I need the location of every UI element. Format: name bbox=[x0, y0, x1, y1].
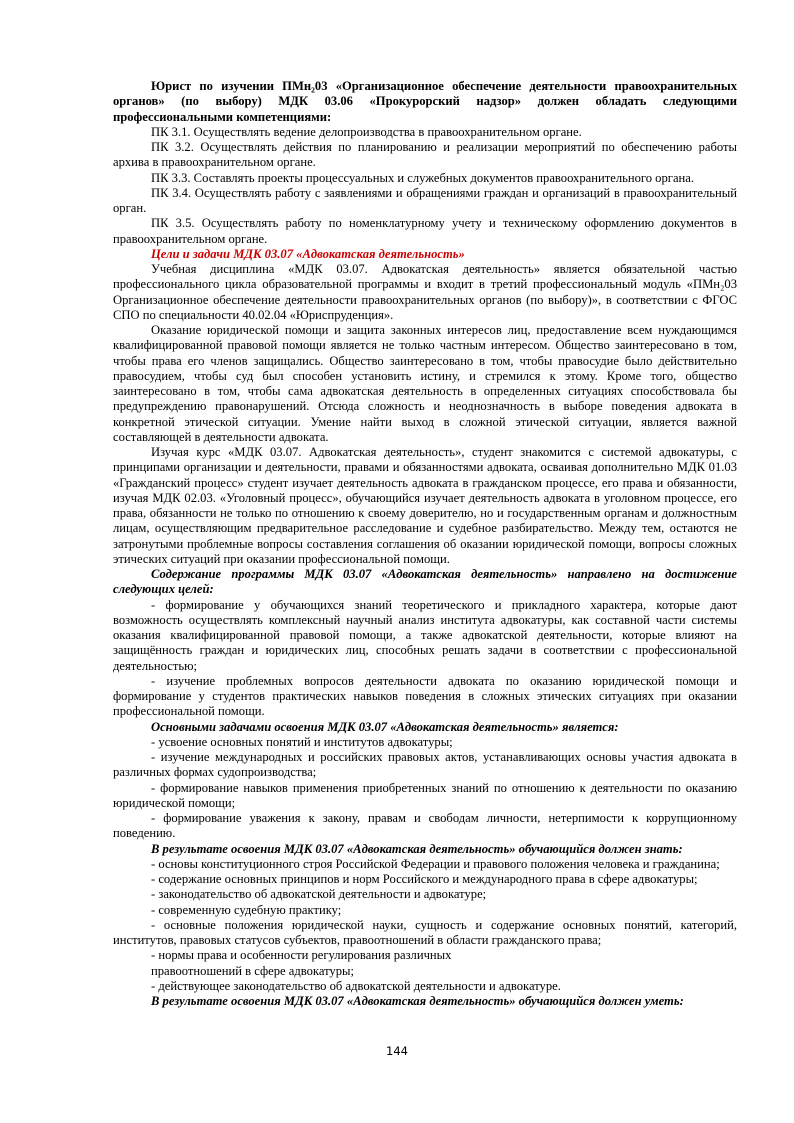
competency-item: ПК 3.1. Осуществлять ведение делопроизводства в правоохранительном органе. bbox=[151, 124, 582, 139]
know-item: - основные положения юридической науки, сущность и содержание основных понятий, категорий, институтов, правовых статусов субъектов, правоотношений в области гражданского права; bbox=[113, 917, 737, 947]
competency-item: ПК 3.5. Осуществлять работу по номенклатурному учету и техническому оформлению документов в правоохранительном органе. bbox=[113, 216, 737, 246]
able-heading: В результате освоения МДК 03.07 «Адвокатская деятельность» обучающийся должен уметь: bbox=[151, 994, 684, 1008]
task-item: - формирование навыков применения приобретенных знаний по отношению к деятельности по оказанию юридической помощи; bbox=[113, 780, 737, 810]
know-item: - содержание основных принципов и норм Российского и международного права в сфере адвокатуры; bbox=[151, 872, 698, 886]
body-paragraph: Изучая курс «МДК 03.07. Адвокатская деятельность», студент знакомится с системой адвокатуры, с принципами организации и деятельности, правами и обязанностями адвоката, осваивая дополнительно МДК 01.03 «Гражданский процесс» студент изучает деятельность адвоката в гражданском процессе, его права и обязанности, изучая МДК 02.03. «Уголовный процесс», обучающийся изучает деятельность адвоката в уголовном процессе, его права, обязанности не только по отношению к своему доверителю, но и государственным органам и должностным лицам, осуществляющим предварительное расследование и судебное разбирательство. Между тем, остаются не затронутыми проблемные вопросы составления соглашения об оказании юридической помощи, вопросы сложных этических ситуаций при оказании профессиональной помощи. bbox=[113, 445, 737, 566]
know-item: правоотношений в сфере адвокатуры; bbox=[151, 963, 354, 978]
body-paragraph: Учебная дисциплина «МДК 03.07. Адвокатская деятельность» является обязательной частью профессионального цикла образовательной программы и входит в третий профессиональный модуль «ПМн₂03 Организационное обеспечение деятельности правоохранительных органов (по выбору)», в соответствии с ФГОС СПО по специальности 40.02.04 «Юриспруденция». bbox=[113, 262, 737, 322]
task-item: - усвоение основных понятий и институтов адвокатуры; bbox=[151, 734, 453, 749]
task-item: - формирование уважения к закону, правам и свободам личности, нетерпимости к коррупционному поведению. bbox=[113, 811, 737, 841]
aim-item: - формирование у обучающихся знаний теоретического и прикладного характера, которые дают возможность осуществлять комплексный научный анализ института адвокатуры, как составной части системы оказания квалифицированной правовой помощи, а также адвокатской деятельности, которые влияют на защищённость граждан и юридических лиц, способных решать задачи в соответствии с профессиональной деятельностью; bbox=[113, 597, 737, 673]
know-item: - основы конституционного строя Российской Федерации и правового положения человека и гражданина; bbox=[151, 856, 720, 871]
body-paragraph: Оказание юридической помощи и защита законных интересов лиц, предоставление всем нуждающимся квалифицированной правовой помощи является не только частным интересом. Общество заинтересовано в том, чтобы права его членов защищались. Общество заинтересовано в том, чтобы правосудие было действительно правосудием, чтобы суд был способен установить истину, и стремился к этому. Кроме того, общество заинтересовано в том, чтобы сама адвокатская деятельность в определенных ситуациях способствовала бы предупреждению правонарушений. Отсюда сложность и неоднозначность в выборе поведения адвоката в конкретной этической ситуации. Умение найти выход в сложной этической ситуации, является важной составляющей в деятельности адвоката. bbox=[113, 323, 737, 444]
know-item: - нормы права и особенности регулирования различных bbox=[151, 948, 452, 963]
competency-item: ПК 3.4. Осуществлять работу с заявлениями и обращениями граждан и организаций в правоохранительный орган. bbox=[113, 185, 737, 215]
competency-item: ПК 3.2. Осуществлять действия по планированию и реализации мероприятий по обеспечению работы архива в правоохранительном органе. bbox=[113, 140, 737, 170]
competency-item: ПК 3.3. Составлять проекты процессуальных и служебных документов правоохранительного органа. bbox=[151, 170, 695, 185]
tasks-heading: Основными задачами освоения МДК 03.07 «Адвокатская деятельность» является: bbox=[151, 719, 619, 734]
intro-heading: Юрист по изучении ПМн₂03 «Организационное обеспечение деятельности правоохранительных органов» (по выбору) МДК 03.06 «Прокурорский надзор» должен обладать следующими профессиональными компетенциями: bbox=[113, 79, 737, 124]
aims-heading: Содержание программы МДК 03.07 «Адвокатская деятельность» направлено на достижение следующих целей: bbox=[113, 567, 737, 597]
know-item: - действующее законодательство об адвокатской деятельности и адвокатуре. bbox=[151, 978, 561, 993]
goals-heading: Цели и задачи МДК 03.07 «Адвокатская деятельность» bbox=[151, 246, 465, 261]
page-number: 144 bbox=[386, 1044, 408, 1058]
task-item: - изучение международных и российских правовых актов, устанавливающих основы участия адвоката в различных формах судопроизводства; bbox=[113, 750, 737, 780]
know-item: - законодательство об адвокатской деятельности и адвокатуре; bbox=[151, 887, 487, 902]
know-heading: В результате освоения МДК 03.07 «Адвокатская деятельность» обучающийся должен знать: bbox=[151, 841, 683, 856]
aim-item: - изучение проблемных вопросов деятельности адвоката по оказанию юридической помощи и формирование у студентов практических навыков поведения в сложных этических ситуациях при оказании профессиональной помощи. bbox=[113, 673, 737, 719]
know-item: - современную судебную практику; bbox=[151, 902, 342, 917]
